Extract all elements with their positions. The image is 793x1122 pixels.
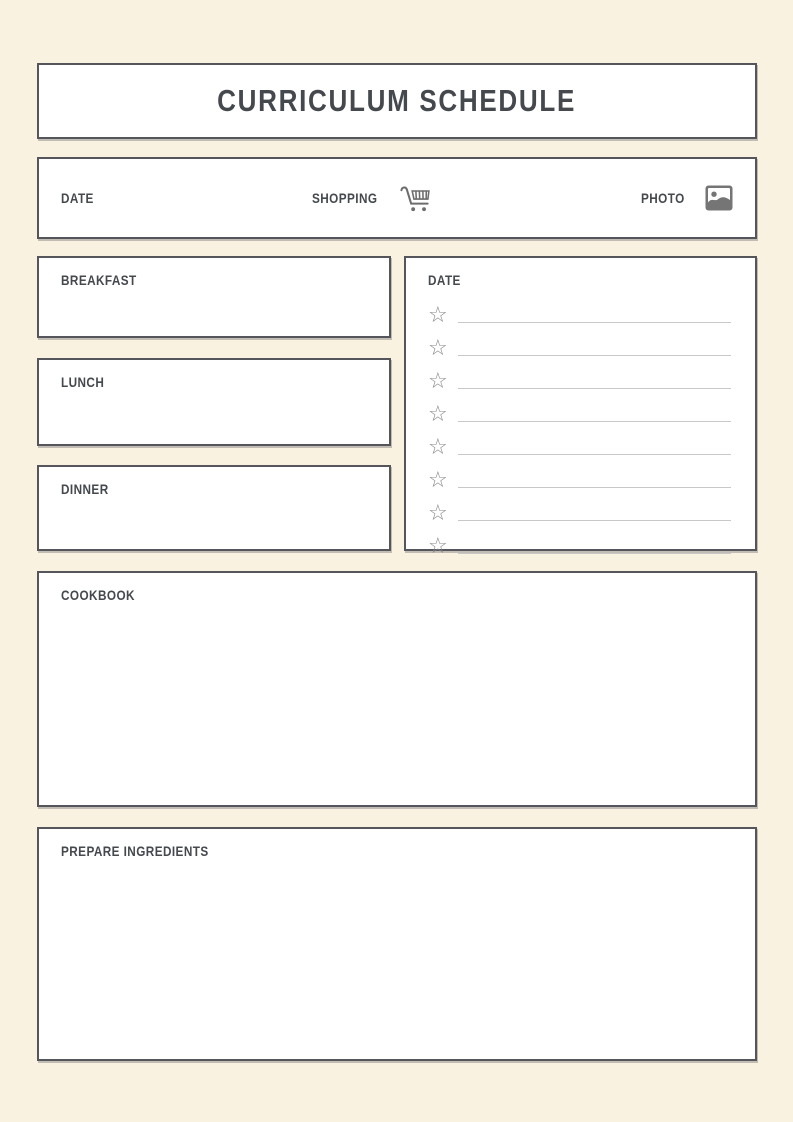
write-line xyxy=(458,421,731,422)
write-line xyxy=(458,520,731,521)
date-row[interactable] xyxy=(428,492,733,525)
breakfast-label: BREAKFAST xyxy=(61,272,137,288)
breakfast-section[interactable] xyxy=(37,256,391,338)
star-icon: ☆ xyxy=(428,468,448,493)
date-row[interactable] xyxy=(428,459,733,492)
write-line xyxy=(458,322,731,323)
date-row[interactable] xyxy=(428,393,733,426)
date-row[interactable] xyxy=(428,327,733,360)
star-icon: ☆ xyxy=(428,402,448,427)
date-field[interactable] xyxy=(61,159,100,237)
star-icon: ☆ xyxy=(428,336,448,361)
date-row[interactable] xyxy=(428,294,733,327)
lunch-section[interactable] xyxy=(37,358,391,446)
photo-field[interactable] xyxy=(641,159,733,237)
write-line xyxy=(458,388,731,389)
write-line xyxy=(458,454,731,455)
page-title: CURRICULUM SCHEDULE xyxy=(217,83,577,118)
write-line xyxy=(458,553,731,554)
shopping-cart-icon xyxy=(399,182,432,215)
date-row[interactable] xyxy=(428,360,733,393)
info-panel xyxy=(37,157,757,239)
photo-icon xyxy=(705,185,733,211)
star-icon: ☆ xyxy=(428,501,448,526)
star-icon: ☆ xyxy=(428,303,448,328)
shopping-label: SHOPPING xyxy=(312,190,378,206)
star-icon: ☆ xyxy=(428,369,448,394)
prepare-ingredients-section[interactable] xyxy=(37,827,757,1061)
prepare-ingredients-label: PREPARE INGREDIENTS xyxy=(61,843,209,859)
date-row[interactable] xyxy=(428,426,733,459)
date-label: DATE xyxy=(61,190,94,206)
date-row-list xyxy=(428,294,733,558)
write-line xyxy=(458,487,731,488)
title-panel xyxy=(37,63,757,139)
star-icon: ☆ xyxy=(428,534,448,559)
dinner-section[interactable] xyxy=(37,465,391,551)
star-icon: ☆ xyxy=(428,435,448,460)
date-row[interactable] xyxy=(428,525,733,558)
cookbook-section[interactable] xyxy=(37,571,757,807)
date-list-section xyxy=(404,256,757,559)
date-list-label: DATE xyxy=(428,272,461,288)
write-line xyxy=(458,355,731,356)
shopping-field[interactable] xyxy=(312,159,432,237)
dinner-label: DINNER xyxy=(61,481,109,497)
cookbook-label: COOKBOOK xyxy=(61,587,135,603)
lunch-label: LUNCH xyxy=(61,374,105,390)
photo-label: PHOTO xyxy=(640,190,685,206)
